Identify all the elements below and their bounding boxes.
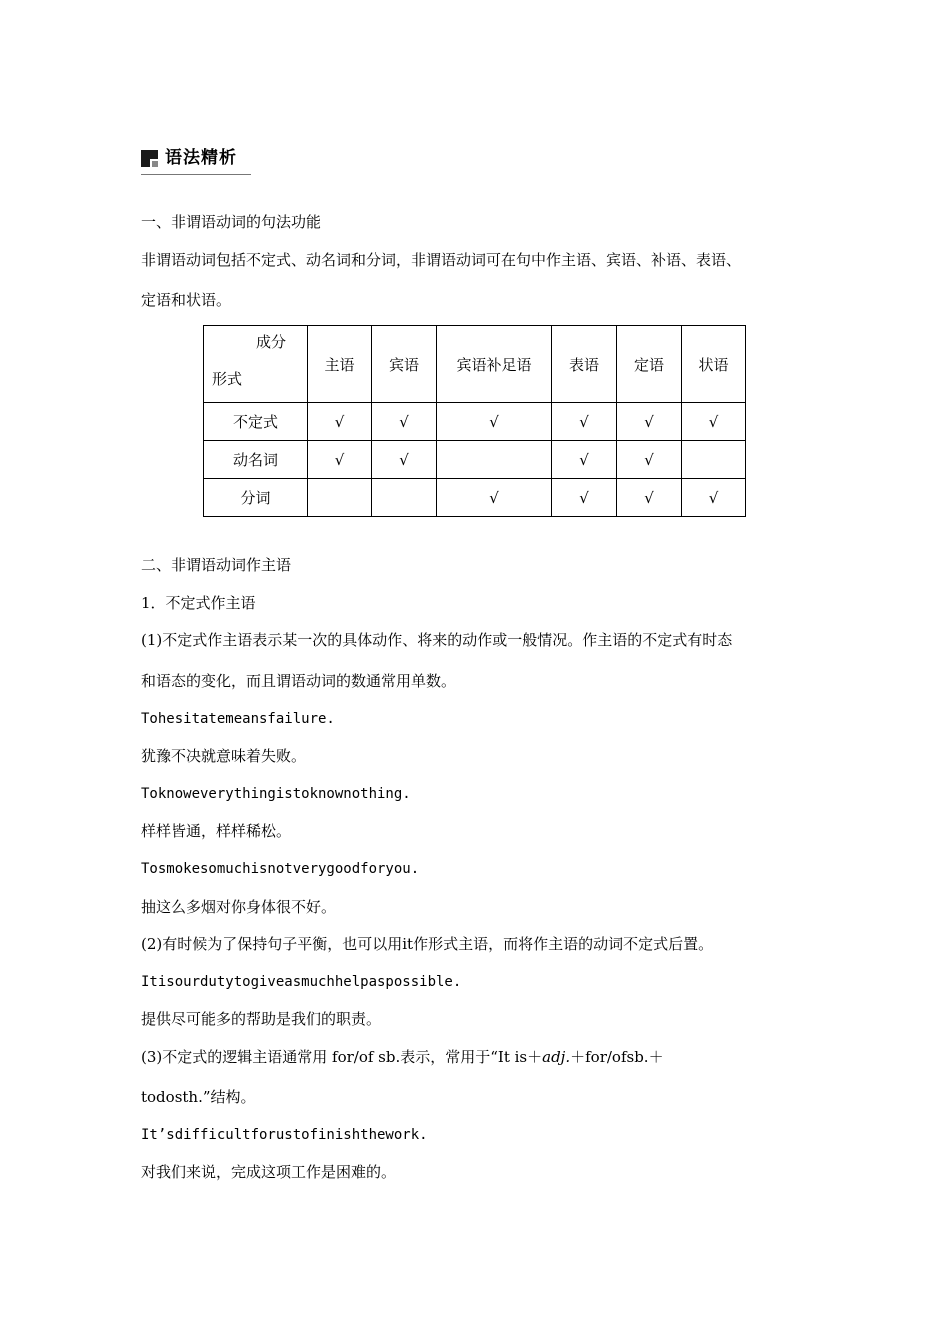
paragraph-1-line1: (1)不定式作主语表示某一次的具体动作、将来的动作或一般情况。作主语的不定式有时态 [141, 631, 733, 649]
corner-bottom-label: 形式 [212, 370, 243, 388]
table-cell: √ [372, 441, 437, 479]
column-header: 状语 [682, 326, 746, 403]
p3-text-adj: adj. [542, 1048, 571, 1066]
example-chinese: 抽这么多烟对你身体很不好。 [141, 898, 337, 916]
table-cell: √ [617, 403, 682, 441]
table-cell: √ [308, 403, 372, 441]
table-cell: √ [682, 479, 746, 517]
example-english: It’sdifficultforustofinishthework. [141, 1127, 428, 1143]
table-cell: √ [372, 403, 437, 441]
table-corner-cell [204, 326, 308, 403]
table-row [204, 479, 746, 517]
table-cell: √ [617, 479, 682, 517]
table-cell [682, 441, 746, 479]
section2-title: 二、非谓语动词作主语 [141, 556, 292, 574]
example-english: Tosmokesomuchisnotverygoodforyou. [141, 861, 420, 877]
paragraph-2: (2)有时候为了保持句子平衡，也可以用it作形式主语，而将作主语的动词不定式后置。 [141, 935, 714, 953]
example-english: Tohesitatemeansfailure. [141, 711, 335, 727]
table-cell: √ [308, 441, 372, 479]
table-cell: √ [437, 479, 552, 517]
section1-title: 一、非谓语动词的句法功能 [141, 213, 322, 231]
example-chinese: 样样皆通，样样稀松。 [141, 822, 292, 840]
table-row [204, 441, 746, 479]
row-label: 分词 [204, 479, 308, 517]
paragraph-1-line2: 和语态的变化，而且谓语动词的数通常用单数。 [141, 672, 457, 690]
table-cell: √ [552, 479, 617, 517]
example-english: Toknoweverythingistoknownothing. [141, 786, 411, 802]
table-cell: √ [552, 441, 617, 479]
column-header: 宾语 [372, 326, 437, 403]
function-table [203, 325, 746, 517]
corner-top-label: 成分 [256, 333, 287, 351]
section1-paragraph-line2: 定语和状语。 [141, 291, 232, 309]
example-chinese: 提供尽可能多的帮助是我们的职责。 [141, 1010, 382, 1028]
table-cell [372, 479, 437, 517]
column-header: 定语 [617, 326, 682, 403]
example-chinese: 犹豫不决就意味着失败。 [141, 747, 307, 765]
paragraph-3-line2: todosth.”结构。 [141, 1088, 256, 1106]
heading-title: 语法精析 [165, 148, 237, 168]
column-header: 表语 [552, 326, 617, 403]
table-cell: √ [437, 403, 552, 441]
table-cell: √ [617, 441, 682, 479]
example-chinese: 对我们来说，完成这项工作是困难的。 [141, 1163, 397, 1181]
example-english: Itisourdutytogiveasmuchhelpaspossible. [141, 974, 462, 990]
table-row [204, 403, 746, 441]
row-label: 不定式 [204, 403, 308, 441]
table-header-row [204, 326, 746, 403]
table-cell [437, 441, 552, 479]
table-cell: √ [552, 403, 617, 441]
table-cell: √ [682, 403, 746, 441]
column-header: 主语 [308, 326, 372, 403]
subsection-title: 1．不定式作主语 [141, 594, 256, 612]
row-label: 动名词 [204, 441, 308, 479]
p3-text-a: (3)不定式的逻辑主语通常用 for/of sb.表示，常用于“It is＋ [141, 1048, 543, 1066]
paragraph-3-line1 [141, 1047, 664, 1067]
section1-paragraph-line1: 非谓语动词包括不定式、动名词和分词，非谓语动词可在句中作主语、宾语、补语、表语、 [141, 251, 742, 269]
table-cell [308, 479, 372, 517]
heading-underline [141, 174, 251, 175]
column-header: 宾语补足语 [437, 326, 552, 403]
p3-text-b: ＋for/ofsb.＋ [570, 1048, 664, 1066]
heading-square-icon [141, 150, 158, 167]
